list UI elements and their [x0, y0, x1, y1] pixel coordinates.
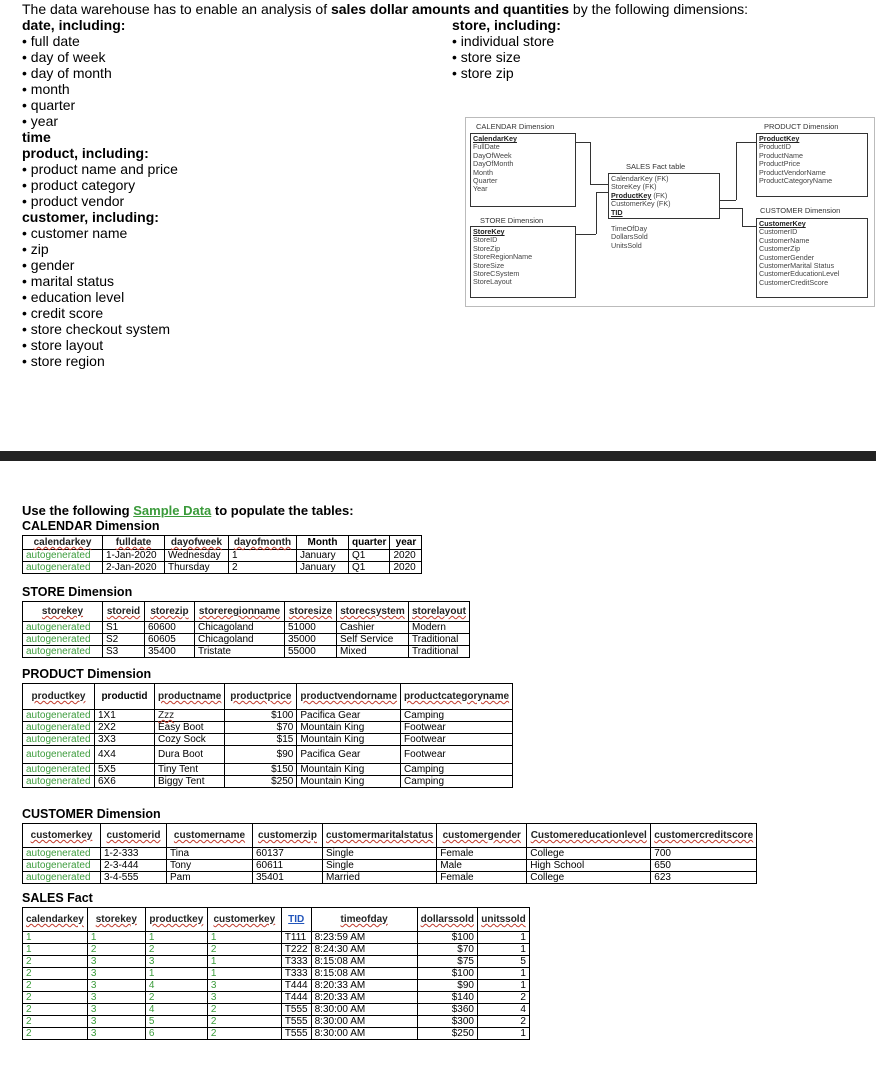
table-header: year [390, 536, 422, 550]
sample-data-link[interactable]: Sample Data [133, 503, 212, 518]
sales-tid: TID [611, 207, 623, 217]
list-item: • store size [452, 49, 521, 65]
dim-heading-date: date, including: [22, 17, 126, 33]
table-row: autogenerated S2 60605 Chicagoland 35000 Self Service Traditional [23, 634, 470, 646]
list-item: • store zip [452, 65, 514, 81]
connector [742, 226, 756, 227]
table-row: 2 3 4 3 T444 8:20:33 AM $90 1 [23, 980, 530, 992]
table-header: customerid [106, 830, 161, 841]
table-row: autogenerated 3-4-555 Pam 35401 Married Female College 623 [23, 872, 757, 884]
table-header: Customereducationlevel [530, 830, 647, 841]
table-header: productcategoryname [404, 691, 510, 702]
store-dim-box: StoreKey StoreID StoreZip StoreRegionName StoreSize StoreCSystem StoreLayout [470, 226, 576, 298]
table-header: unitssold [481, 914, 526, 925]
table-header: customercreditscore [654, 830, 754, 841]
table-row: 2 3 3 1 T333 8:15:08 AM $75 5 [23, 956, 530, 968]
sample-data-heading: Use the following Sample Data to populate the tables: [22, 503, 354, 518]
list-item: • day of month [22, 65, 112, 81]
table-header: timeofday [340, 914, 388, 925]
list-item: • customer name [22, 225, 128, 241]
table-row: 2 3 4 2 T555 8:30:00 AM $360 4 [23, 1004, 530, 1016]
sales-table-title: SALES Fact [22, 891, 93, 905]
connector-customer [720, 208, 742, 209]
table-row: 1 1 1 1 T111 8:23:59 AM $100 1 [23, 932, 530, 944]
product-key: ProductKey [759, 134, 800, 143]
product-table [22, 683, 513, 788]
table-header: productprice [230, 691, 292, 702]
table-row: autogenerated 1X1 Zzz $100 Pacifica Gear Camping [23, 710, 513, 722]
sales-fact-keys-box: CalendarKey (FK) StoreKey (FK) ProductKey (FK) CustomerKey (FK) TID [608, 173, 720, 219]
list-item: • zip [22, 241, 49, 257]
list-item: • store layout [22, 337, 104, 353]
list-item: • credit score [22, 305, 104, 321]
table-header: productvendorname [300, 691, 398, 702]
list-item: • year [22, 113, 59, 129]
table-row: autogenerated 4X4 Dura Boot $90 Pacifica Gear Footwear [23, 746, 513, 764]
list-item: • product category [22, 177, 136, 193]
dim-heading-customer: customer, including: [22, 209, 159, 225]
connector [736, 142, 737, 200]
table-row: autogenerated 5X5 Tiny Tent $150 Mountain King Camping [23, 764, 513, 776]
store-dim-title: STORE Dimension [480, 216, 544, 225]
sales-fact-title: SALES Fact table [626, 162, 686, 171]
sales-product-key: ProductKey [611, 190, 652, 200]
table-header: storekey [41, 606, 84, 617]
calendar-dim-title: CALENDAR Dimension [476, 122, 555, 131]
table-header: calendarkey [26, 914, 84, 925]
product-dim-box: ProductKey ProductID ProductName ProductPrice ProductVendorName ProductCategoryName [756, 133, 868, 197]
table-header: storeid [106, 606, 141, 617]
list-item: • store checkout system [22, 321, 171, 337]
intro-bold: sales dollar amounts and quantities [330, 1, 570, 17]
connector [742, 208, 743, 226]
list-item: • store region [22, 353, 105, 369]
table-row: autogenerated 2-3-444 Tony 60611 Single Male High School 650 [23, 860, 757, 872]
table-row: autogenerated 3X3 Cozy Sock $15 Mountain King Footwear [23, 734, 513, 746]
list-item: • gender [22, 257, 75, 273]
table-header: TID [288, 914, 305, 925]
table-header: productkey [149, 914, 204, 925]
table-header: customerkey [213, 914, 276, 925]
table-header: customerkey [30, 830, 93, 841]
table-row: 2 3 6 2 T555 8:30:00 AM $250 1 [23, 1028, 530, 1040]
list-item: • full date [22, 33, 80, 49]
connector [590, 184, 608, 185]
product-dim-title: PRODUCT Dimension [764, 122, 839, 131]
table-row: autogenerated 1-Jan-2020 Wednesday 1 January Q1 2020 [23, 550, 422, 562]
list-item: • day of week [22, 49, 106, 65]
table-header: productid [95, 684, 155, 710]
connector [736, 142, 756, 143]
customer-dim-title: CUSTOMER Dimension [760, 206, 841, 215]
store-table-title: STORE Dimension [22, 585, 133, 599]
table-header: storekey [95, 914, 137, 925]
table-header: dayofweek [170, 537, 223, 548]
customer-table-title: CUSTOMER Dimension [22, 807, 161, 821]
section-separator [0, 451, 876, 461]
list-item: • individual store [452, 33, 555, 49]
list-item: • marital status [22, 273, 115, 289]
calendar-dim-box: CalendarKey FullDate DayOfWeek DayOfMonth Month Quarter Year [470, 133, 576, 207]
list-item: • quarter [22, 97, 76, 113]
table-header: customergender [442, 830, 521, 841]
list-item: • product name and price [22, 161, 178, 177]
table-header: storecsystem [340, 606, 405, 617]
connector-product [720, 200, 736, 201]
table-header: storeregionname [198, 606, 281, 617]
calendar-key: CalendarKey [473, 134, 517, 143]
right-dimension-list [452, 17, 561, 81]
sales-fact-measures: TimeOfDay DollarsSold UnitsSold [611, 224, 648, 250]
intro-text [22, 1, 862, 17]
table-header: calendarkey [33, 537, 92, 548]
connector-calendar [576, 142, 590, 143]
left-dimension-list [22, 17, 178, 369]
customer-table [22, 823, 757, 884]
table-row: autogenerated 6X6 Biggy Tent $250 Mountain King Camping [23, 776, 513, 788]
list-item: • education level [22, 289, 125, 305]
connector [596, 192, 597, 234]
calendar-table [22, 535, 422, 574]
date-items [22, 33, 178, 129]
table-header: storelayout [412, 606, 466, 617]
connector [596, 192, 608, 193]
customer-dim-box: CustomerKey CustomerID CustomerName CustomerZip CustomerGender CustomerMarital Status CustomerEducationLevel CustomerCreditScore [756, 218, 868, 298]
dim-heading-time: time [22, 129, 51, 145]
table-header: customerzip [258, 830, 317, 841]
table-row: 1 2 2 2 T222 8:24:30 AM $70 1 [23, 944, 530, 956]
dim-heading-product: product, including: [22, 145, 149, 161]
product-table-title: PRODUCT Dimension [22, 667, 152, 681]
table-row: autogenerated S3 35400 Tristate 55000 Mixed Traditional [23, 646, 470, 658]
list-item: • product vendor [22, 193, 125, 209]
store-key: StoreKey [473, 227, 505, 236]
table-header: Month [297, 536, 349, 550]
table-header: fulldate [115, 537, 152, 548]
table-row: 2 3 1 1 T333 8:15:08 AM $100 1 [23, 968, 530, 980]
calendar-table-title: CALENDAR Dimension [22, 519, 160, 533]
list-item: • month [22, 81, 70, 97]
product-items [22, 161, 178, 209]
table-header: customername [173, 830, 246, 841]
sales-table [22, 907, 530, 1040]
customer-key: CustomerKey [759, 219, 806, 228]
table-header: dollarssold [420, 914, 474, 925]
table-header: productname [158, 691, 222, 702]
table-header: storesize [288, 606, 333, 617]
table-row: 2 3 5 2 T555 8:30:00 AM $300 2 [23, 1016, 530, 1028]
table-row: autogenerated 1-2-333 Tina 60137 Single Female College 700 [23, 848, 757, 860]
connector-store [576, 234, 596, 235]
customer-items [22, 225, 178, 369]
table-header: storezip [150, 606, 189, 617]
star-schema-diagram [465, 117, 875, 307]
table-header: quarter [349, 536, 390, 550]
connector [590, 142, 591, 184]
intro-post: by the following dimensions: [569, 1, 749, 17]
table-row: 2 3 2 3 T444 8:20:33 AM $140 2 [23, 992, 530, 1004]
dim-heading-store: store, including: [452, 17, 561, 33]
table-header: dayofmonth [233, 537, 292, 548]
table-header: productkey [31, 691, 86, 702]
store-table [22, 601, 470, 658]
store-items [452, 33, 561, 81]
table-row: autogenerated 2X2 Easy Boot $70 Mountain King Footwear [23, 722, 513, 734]
table-row: autogenerated 2-Jan-2020 Thursday 2 January Q1 2020 [23, 562, 422, 574]
table-header: customermaritalstatus [326, 830, 434, 841]
intro-pre: The data warehouse has to enable an analysis of [22, 1, 331, 17]
table-row: autogenerated S1 60600 Chicagoland 51000 Cashier Modern [23, 622, 470, 634]
